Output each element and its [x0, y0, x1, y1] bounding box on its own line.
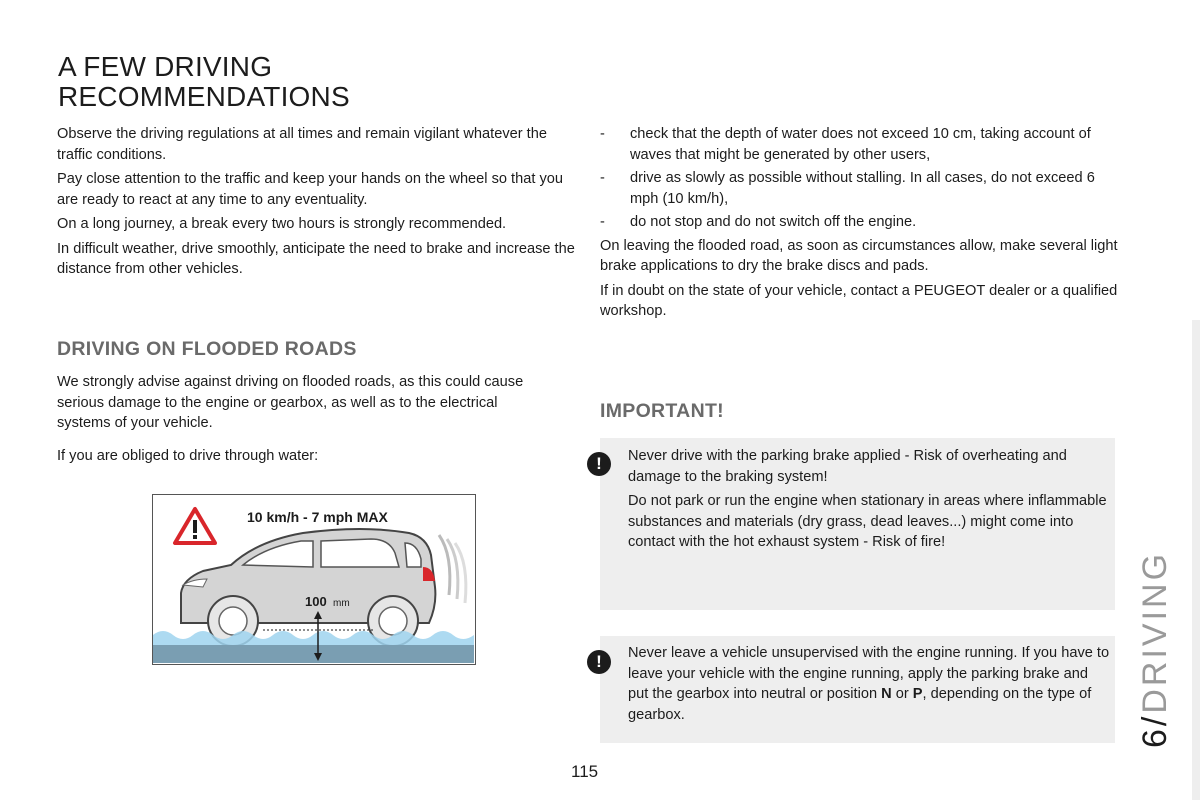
warning-paragraph: Never drive with the parking brake applied - Risk of overheating and damage to the braking system!	[628, 448, 1067, 485]
list-item-text: check that the depth of water does not exceed 10 cm, taking account of waves that might be generated by other users,	[630, 126, 1091, 163]
list-item-text: do not stop and do not switch off the engine.	[630, 214, 917, 230]
list-item: - drive as slowly as possible without stalling. In all cases, do not exceed 6 mph (10 km/h),	[600, 168, 1120, 209]
intro-paragraph: Pay close attention to the traffic and keep your hands on the wheel so that you are ready to react at any time to any eventuality.	[57, 171, 563, 208]
page-title-line-2: RECOMMENDATIONS	[58, 81, 350, 112]
chapter-name: DRIVING	[1136, 550, 1174, 714]
flooded-road-illustration	[152, 494, 476, 665]
warning-text-engine-running	[628, 643, 1110, 729]
warning-paragraph: Never leave a vehicle unsupervised with the engine running. If you have to leave your vehicle with the engine running, apply the parking brake and put the gearbox into neutral or position N or P, depending on the type of gearbox.	[628, 645, 1110, 723]
exclamation-icon: !	[587, 452, 611, 476]
intro-paragraph: Observe the driving regulations at all times and remain vigilant whatever the traffic conditions.	[57, 126, 547, 163]
flooded-paragraph: We strongly advise against driving on flooded roads, as this could cause serious damage to the engine or gearbox, as well as to the electrical systems of your vehicle.	[57, 374, 524, 431]
depth-value-label: 100	[305, 594, 327, 609]
page-number: 115	[571, 762, 599, 781]
list-item: - do not stop and do not switch off the engine.	[600, 212, 1120, 233]
flooded-paragraph: If you are obliged to drive through water:	[57, 447, 319, 464]
exclamation-icon: !	[587, 650, 611, 674]
depth-unit-label: mm	[333, 598, 350, 609]
road-surface	[153, 645, 474, 663]
flooded-instructions	[600, 124, 1120, 326]
warning-text-parking-brake	[628, 446, 1110, 557]
list-item: - check that the depth of water does not exceed 10 cm, taking account of waves that might be generated by other users,	[600, 124, 1120, 165]
warning-triangle-icon	[175, 509, 215, 543]
chapter-tab-label	[1136, 551, 1175, 748]
important-heading: IMPORTANT!	[600, 400, 724, 422]
intro-section	[57, 124, 582, 284]
page-title-line-1: A FEW DRIVING	[58, 51, 273, 82]
car-in-water-diagram	[153, 495, 474, 663]
warning-paragraph: Do not park or run the engine when stationary in areas where inflammable substances and materials (dry grass, dead leaves...) might come into contact with the hot exhaust system - Risk of fire!	[628, 493, 1107, 550]
intro-paragraph: In difficult weather, drive smoothly, anticipate the need to brake and increase the distance from other vehicles.	[57, 240, 575, 277]
chapter-number: 6/	[1136, 713, 1174, 748]
speed-limit-label: 10 km/h - 7 mph MAX	[247, 509, 388, 525]
page-title	[58, 52, 350, 112]
chapter-tab-strip	[1192, 320, 1200, 800]
intro-paragraph: On a long journey, a break every two hours is strongly recommended.	[57, 216, 507, 232]
flooded-roads-heading: DRIVING ON FLOODED ROADS	[57, 338, 357, 360]
after-flood-paragraph: If in doubt on the state of your vehicle, contact a PEUGEOT dealer or a qualified workshop.	[600, 282, 1118, 319]
after-flood-paragraph: On leaving the flooded road, as soon as circumstances allow, make several light brake applications to dry the brake discs and pads.	[600, 237, 1118, 274]
flooded-roads-section	[57, 372, 547, 470]
list-item-text: drive as slowly as possible without stalling. In all cases, do not exceed 6 mph (10 km/h),	[630, 170, 1095, 207]
